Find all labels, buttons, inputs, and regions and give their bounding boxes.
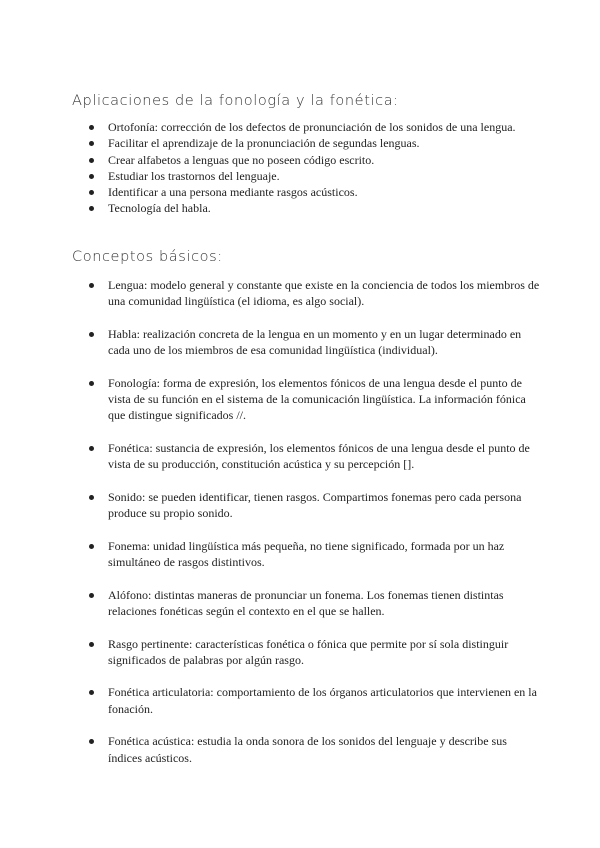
list-item (72, 326, 540, 359)
bullet-icon (89, 283, 94, 288)
bullet-icon (89, 158, 94, 163)
list-item (72, 636, 540, 669)
list-item (72, 168, 540, 184)
bullet-icon (89, 332, 94, 337)
list-item-text: Tecnología del habla. (108, 201, 211, 216)
concepts-heading: Conceptos básicos: (72, 249, 223, 265)
bullet-icon (89, 125, 94, 130)
list-item (72, 489, 540, 522)
list-item (72, 684, 540, 717)
list-item (72, 375, 540, 424)
applications-list (72, 119, 540, 217)
bullet-icon (89, 190, 94, 195)
bullet-icon (89, 174, 94, 179)
list-item-text: Alófono: distintas maneras de pronunciar un fonema. Los fonemas tienen distintas relaciones fonéticas según el contexto en el que se hallen. (108, 587, 504, 618)
list-item-text: Sonido: se pueden identificar, tienen rasgos. Compartimos fonemas pero cada persona produce su propio sonido. (108, 489, 522, 521)
list-item (72, 733, 540, 766)
list-item-text: Ortofonía: corrección de los defectos de pronunciación de los sonidos de una lengua. (108, 120, 516, 134)
list-item-text: Fonología: forma de expresión, los elementos fónicos de una lengua desde el punto de vista de su función en el sistema de la comunicación lingüística. La información fónica que distingue significados //. (108, 375, 526, 423)
list-item-text: Fonema: unidad lingüística más pequeña, no tiene significado, formada por un haz simultáneo de rasgos distintivos. (108, 538, 505, 570)
list-item (72, 184, 540, 200)
applications-heading: Aplicaciones de la fonología y la fonética: (72, 93, 399, 109)
bullet-icon (89, 593, 94, 598)
bullet-icon (89, 446, 94, 451)
list-item (72, 587, 540, 620)
list-item (72, 152, 540, 168)
list-item-text: Lengua: modelo general y constante que existe en la conciencia de todos los miembros de una comunidad lingüística (el idioma, es algo social). (108, 278, 540, 309)
list-item-text: Facilitar el aprendizaje de la pronunciación de segundas lenguas. (108, 136, 420, 151)
list-item-text: Habla: realización concreta de la lengua en un momento y en un lugar determinado en cada uno de los miembros de esa comunidad lingüística (individual). (108, 326, 522, 358)
concepts-section (72, 247, 540, 782)
list-item-text: Identificar a una persona mediante rasgos acústicos. (108, 185, 358, 200)
bullet-icon (89, 544, 94, 549)
bullet-icon (89, 690, 94, 695)
bullet-icon (89, 381, 94, 386)
bullet-icon (89, 206, 94, 211)
list-item (72, 135, 540, 151)
list-item-text: Fonética articulatoria: comportamiento de los órganos articulatorios que intervienen en la fonación. (108, 685, 537, 716)
applications-section (72, 91, 540, 217)
list-item (72, 119, 540, 135)
list-item (72, 200, 540, 216)
concepts-list (72, 277, 540, 766)
bullet-icon (89, 642, 94, 647)
bullet-icon (89, 495, 94, 500)
list-item-text: Crear alfabetos a lenguas que no poseen código escrito. (108, 152, 375, 167)
list-item (72, 440, 540, 473)
list-item-text: Fonética acústica: estudia la onda sonora de los sonidos del lenguaje y describe sus índices acústicos. (108, 734, 507, 765)
bullet-icon (89, 141, 94, 146)
list-item-text: Estudiar los trastornos del lenguaje. (108, 168, 280, 183)
list-item (72, 277, 540, 310)
list-item-text: Fonética: sustancia de expresión, los elementos fónicos de una lengua desde el punto de vista de su producción, constitución acústica y su percepción []. (108, 440, 530, 472)
list-item (72, 538, 540, 571)
list-item-text: Rasgo pertinente: características fonética o fónica que permite por sí sola distinguir significados de palabras por algún rasgo. (108, 636, 509, 667)
bullet-icon (89, 739, 94, 744)
